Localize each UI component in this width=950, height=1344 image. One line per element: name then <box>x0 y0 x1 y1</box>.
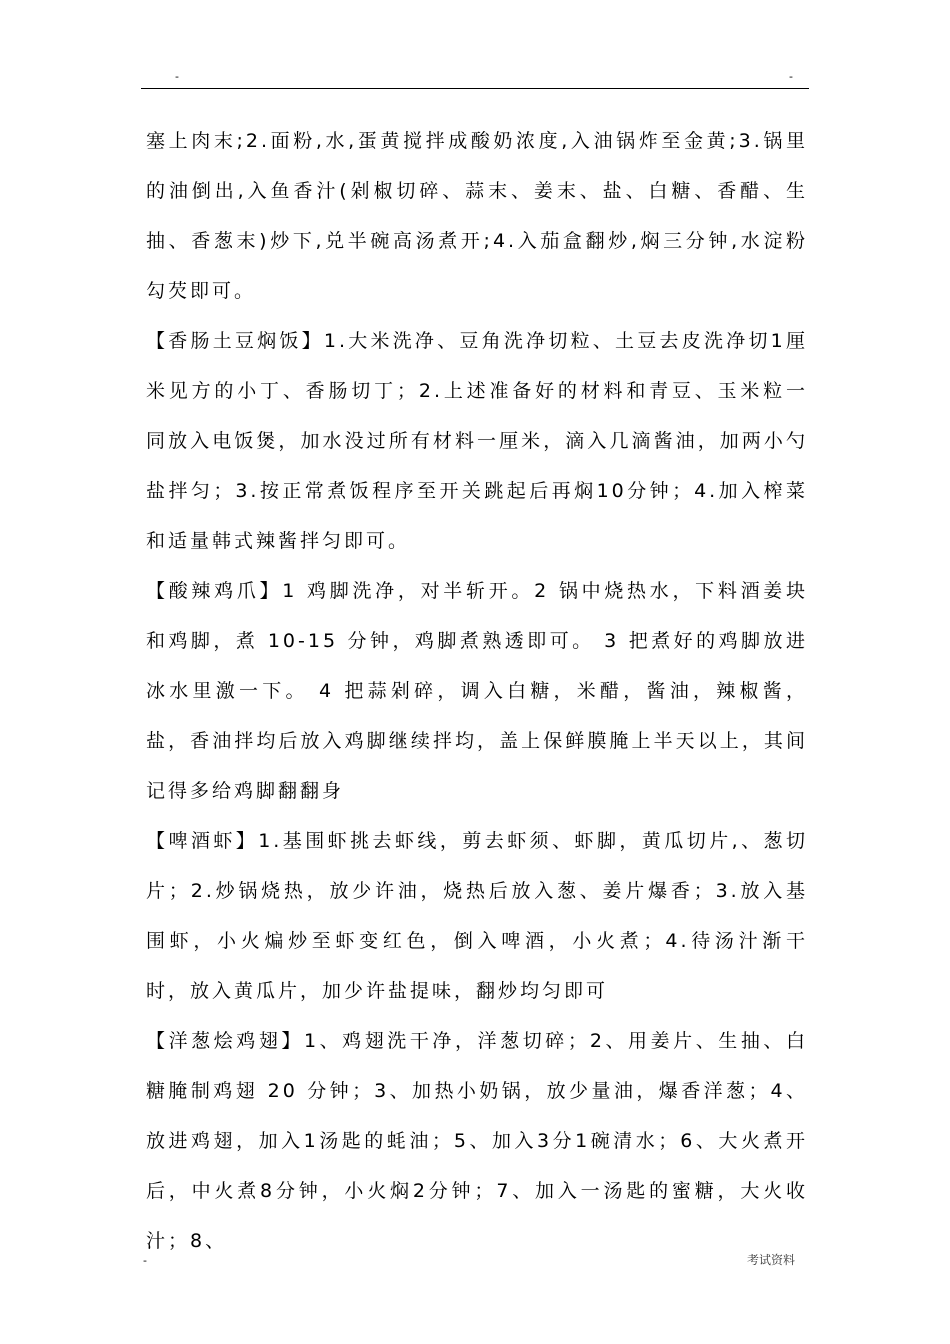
header-right-mark: - <box>789 70 793 83</box>
page-footer <box>141 1252 809 1272</box>
paragraph-eggplant-continued: 塞上肉末;2.面粉,水,蛋黄搅拌成酸奶浓度,入油锅炸至金黄;3.锅里的油倒出,入鱼香汁(剁椒切碎、蒜末、姜末、盐、白糖、香醋、生抽、香葱末)炒下,兑半碗高汤煮开;4.入茄盒翻炒,焖三分钟,水淀粉勾芡即可。 <box>146 130 808 302</box>
paragraph-sour-spicy-chicken-feet: 【酸辣鸡爪】1 鸡脚洗净，对半斩开。2 锅中烧热水，下料酒姜块和鸡脚，煮 10-15 分钟，鸡脚煮熟透即可。 3 把煮好的鸡脚放进冰水里激一下。 4 把蒜剁碎，调入白糖，米醋，酱油，辣椒酱，盐，香油拌均后放入鸡脚继续拌均，盖上保鲜膜腌上半天以上，其间记得多给鸡脚翻翻身 <box>146 580 808 802</box>
header-left-mark: - <box>175 70 179 83</box>
footer-label: 考试资料 <box>746 1253 795 1267</box>
document-body <box>146 116 808 1266</box>
page-header <box>141 70 809 89</box>
footer-left-mark: - <box>143 1254 147 1267</box>
paragraph-onion-chicken-wings: 【洋葱烩鸡翅】1、鸡翅洗干净，洋葱切碎；2、用姜片、生抽、白糖腌制鸡翅 20 分钟；3、加热小奶锅，放少量油，爆香洋葱；4、放进鸡翅，加入1汤匙的蚝油；5、加入3分1碗清水；6、大火煮开后，中火煮8分钟，小火焖2分钟；7、加入一汤匙的蜜糖，大火收汁；8、 <box>146 1030 808 1252</box>
paragraph-beer-shrimp: 【啤酒虾】1.基围虾挑去虾线，剪去虾须、虾脚，黄瓜切片,、葱切片；2.炒锅烧热，放少许油，烧热后放入葱、姜片爆香；3.放入基围虾，小火煸炒至虾变红色，倒入啤酒，小火煮；4.待汤汁渐干时，放入黄瓜片，加少许盐提味，翻炒均匀即可 <box>146 830 808 1002</box>
paragraph-sausage-potato-rice: 【香肠土豆焖饭】1.大米洗净、豆角洗净切粒、土豆去皮洗净切1厘米见方的小丁、香肠切丁；2.上述准备好的材料和青豆、玉米粒一同放入电饭煲，加水没过所有材料一厘米，滴入几滴酱油，加两小勺盐拌匀；3.按正常煮饭程序至开关跳起后再焖10分钟；4.加入榨菜和适量韩式辣酱拌匀即可。 <box>146 330 808 552</box>
